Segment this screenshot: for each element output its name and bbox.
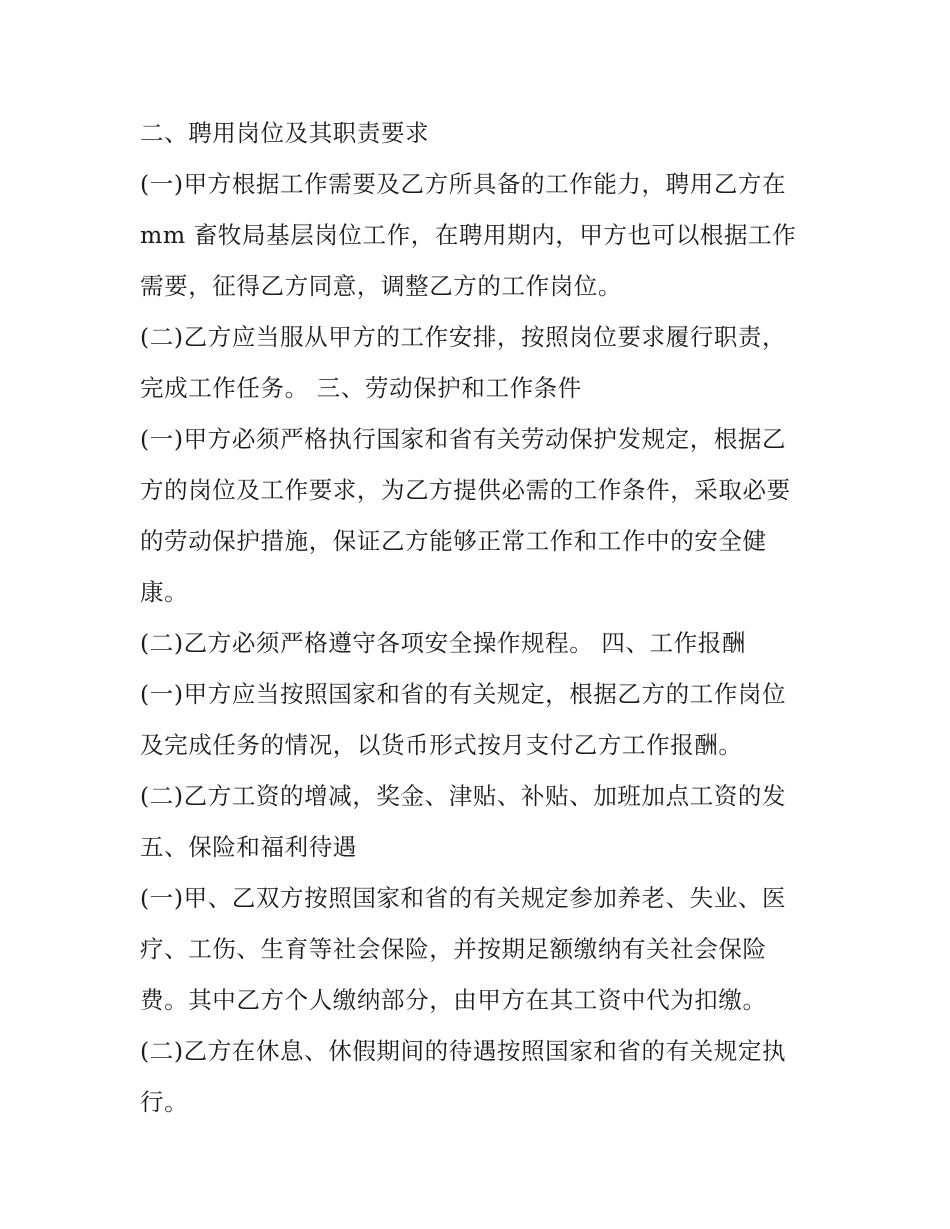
text-line: 行。 — [140, 1088, 189, 1116]
text-line: 需要，征得乙方同意，调整乙方的工作岗位。 — [140, 272, 622, 300]
text-line: mm 畜牧局基层岗位工作，在聘用期内，甲方也可以根据工作 — [140, 221, 797, 249]
text-line: (一)甲方必须严格执行国家和省有关劳动保护发规定，根据乙 — [140, 425, 787, 453]
text-line: (二)乙方工资的增减，奖金、津贴、补贴、加班加点工资的发 — [140, 782, 787, 810]
text-line: (二)乙方必须严格遵守各项安全操作规程。 四、工作报酬 — [140, 629, 747, 657]
text-line: 疗、工伤、生育等社会保险，并按期足额缴纳有关社会保险 — [140, 935, 767, 963]
text-line: (一)甲方根据工作需要及乙方所具备的工作能力，聘用乙方在 — [140, 170, 787, 198]
text-line: (二)乙方应当服从甲方的工作安排，按照岗位要求履行职责， — [140, 323, 787, 351]
text-line: (一)甲方应当按照国家和省的有关规定，根据乙方的工作岗位 — [140, 680, 787, 708]
text-line: 康。 — [140, 578, 189, 606]
text-line: 方的岗位及工作要求，为乙方提供必需的工作条件，采取必要 — [140, 476, 791, 504]
document-body — [140, 108, 820, 1128]
text-line: 费。其中乙方个人缴纳部分，由甲方在其工资中代为扣缴。 — [140, 986, 767, 1014]
text-line: 完成工作任务。 三、劳动保护和工作条件 — [140, 374, 582, 402]
text-line: (一)甲、乙双方按照国家和省的有关规定参加养老、失业、医 — [140, 884, 787, 912]
section-heading-2: 二、聘用岗位及其职责要求 — [140, 119, 430, 147]
text-line: 的劳动保护措施，保证乙方能够正常工作和工作中的安全健 — [140, 527, 767, 555]
section-heading-5: 五、保险和福利待遇 — [140, 833, 357, 861]
text-line: (二)乙方在休息、休假期间的待遇按照国家和省的有关规定执 — [140, 1037, 787, 1065]
text-line: 及完成任务的情况，以货币形式按月支付乙方工作报酬。 — [140, 731, 743, 759]
